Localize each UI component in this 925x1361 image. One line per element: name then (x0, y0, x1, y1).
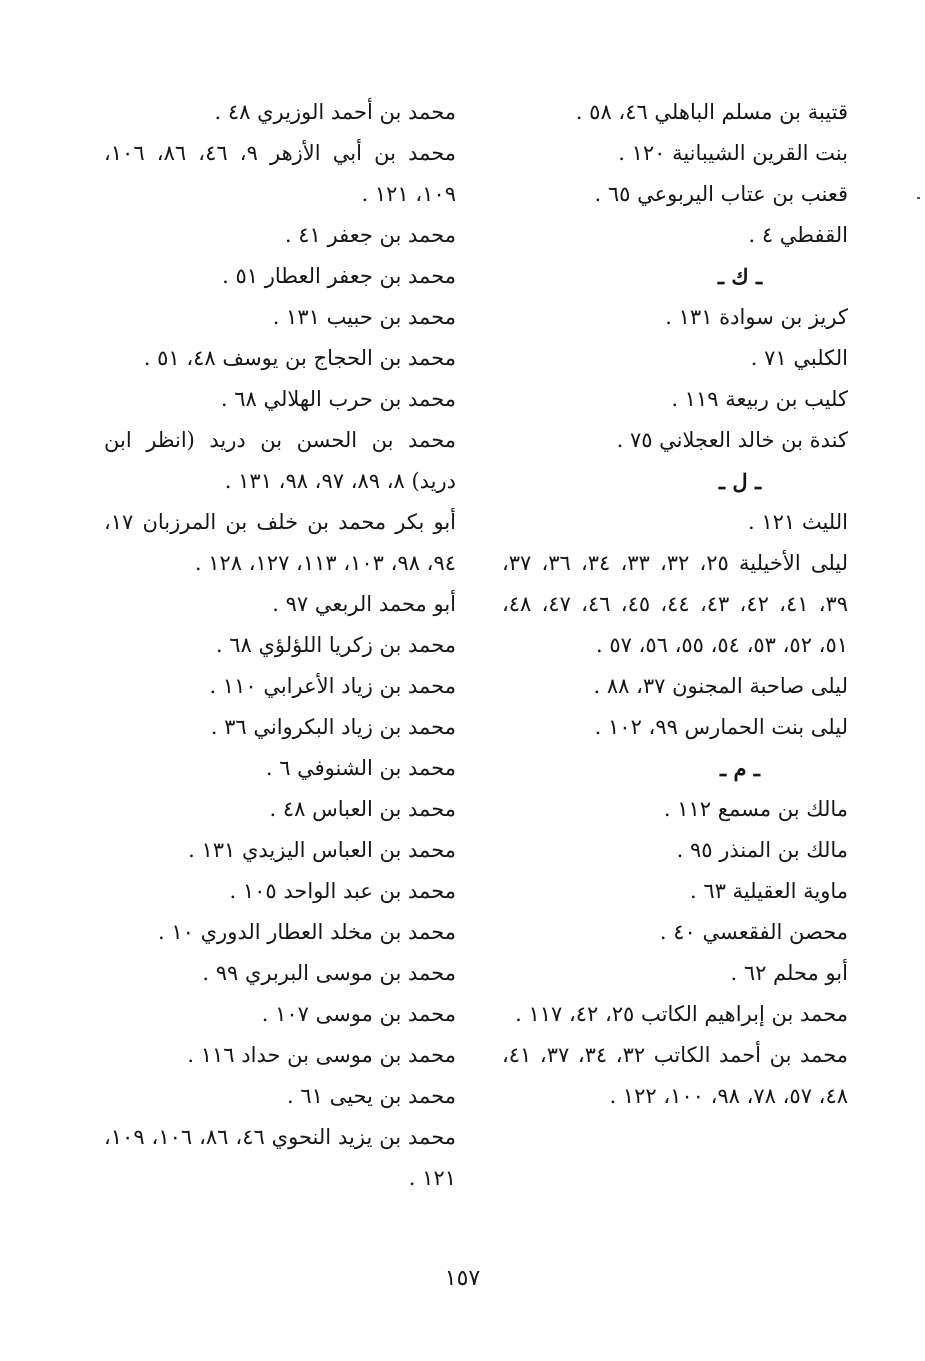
index-entry: محمد بن أبي الأزهر ٩، ٤٦، ٨٦، ١٠٦، ١٠٩، ١٢١ . (104, 141, 457, 206)
index-column-left (104, 92, 456, 1199)
index-entry: محمد بن العباس اليزيدي ١٣١ . (188, 838, 456, 862)
index-entry: محمد بن موسى ١٠٧ . (261, 1002, 456, 1026)
index-entry: محمد بن إبراهيم الكاتب ٢٥، ٤٢، ١١٧ . (515, 1002, 848, 1026)
index-entry: أبو محمد الربعي ٩٧ . (272, 592, 456, 616)
index-entry: الكلبي ٧١ . (750, 346, 848, 370)
index-entry: محمد بن أحمد الوزيري ٤٨ . (214, 100, 456, 124)
index-entry: قعنب بن عتاب اليربوعي ٦٥ . (594, 182, 848, 206)
scan-mark (917, 197, 920, 199)
index-entry: محمد بن مخلد العطار الدوري ١٠ . (158, 920, 456, 944)
index-entry: محمد بن الشنوفي ٦ . (265, 756, 456, 780)
index-entry: بنت القرين الشيبانية ١٢٠ . (618, 141, 848, 165)
index-entry: محمد بن الحجاج بن يوسف ٤٨، ٥١ . (143, 346, 456, 370)
index-entry: محمد بن جعفر العطار ٥١ . (222, 264, 456, 288)
index-entry: أبو محلم ٦٢ . (730, 961, 848, 985)
index-entry: محمد بن الحسن بن دريد (انظر ابن دريد) ٨، ٨٩، ٩٧، ٩٨، ١٣١ . (104, 428, 456, 493)
section-letter-heading: ـ ل ـ (718, 469, 762, 494)
index-entry: محمد بن موسى البربري ٩٩ . (202, 961, 456, 985)
index-entry: مالك بن مسمع ١١٢ . (663, 797, 848, 821)
index-entry: القفطي ٤ . (748, 223, 848, 247)
index-entry: قتيبة بن مسلم الباهلي ٤٦، ٥٨ . (575, 100, 848, 124)
index-column-right (502, 92, 848, 1117)
index-entry: مالك بن المنذر ٩٥ . (676, 838, 848, 862)
index-entry: محمد بن عبد الواحد ١٠٥ . (229, 879, 456, 903)
index-entry: محمد بن حبيب ١٣١ . (272, 305, 456, 329)
index-entry: ليلى بنت الحمارس ٩٩، ١٠٢ . (594, 715, 848, 739)
index-entry: ليلى الأخيلية ٢٥، ٣٢، ٣٣، ٣٤، ٣٦، ٣٧، ٣٩، ٤١، ٤٢، ٤٣، ٤٤، ٤٥، ٤٦، ٤٧، ٤٨، ٥١، ٥٢، ٥٣، ٥٤، ٥٥، ٥٦، ٥٧ . (502, 551, 849, 657)
index-entry: الليث ١٢١ . (747, 510, 848, 534)
index-entry: محصن الفقعسي ٤٠ . (659, 920, 848, 944)
index-entry: محمد بن زكريا اللؤلؤي ٦٨ . (215, 633, 456, 657)
index-entry: كليب بن ربيعة ١١٩ . (671, 387, 848, 411)
index-entry: محمد بن العباس ٤٨ . (269, 797, 456, 821)
index-entry: محمد بن زياد البكرواني ٣٦ . (210, 715, 456, 739)
index-entry: محمد بن يزيد النحوي ٤٦، ٨٦، ١٠٦، ١٠٩، ١٢١ . (104, 1125, 457, 1190)
index-entry: أبو بكر محمد بن خلف بن المرزبان ١٧، ٩٤، ٩٨، ١٠٣، ١١٣، ١٢٧، ١٢٨ . (104, 510, 456, 575)
index-entry: محمد بن يحيى ٦١ . (287, 1084, 456, 1108)
index-entry: كريز بن سوادة ١٣١ . (665, 305, 848, 329)
section-letter-heading: ـ ك ـ (717, 264, 763, 289)
index-entry: محمد بن زياد الأعرابي ١١٠ . (209, 674, 456, 698)
index-entry: ماوية العقيلية ٦٣ . (689, 879, 848, 903)
page-number: ١٥٧ (444, 1266, 481, 1291)
index-entry: كندة بن خالد العجلاني ٧٥ . (616, 428, 848, 452)
index-entry: محمد بن حرب الهلالي ٦٨ . (220, 387, 456, 411)
section-letter-heading: ـ م ـ (720, 756, 760, 781)
index-entry: محمد بن أحمد الكاتب ٣٢، ٣٤، ٣٧، ٤١، ٤٨، ٥٧، ٧٨، ٩٨، ١٠٠، ١٢٢ . (502, 1043, 848, 1108)
index-entry: محمد بن جعفر ٤١ . (284, 223, 456, 247)
index-entry: ليلى صاحبة المجنون ٣٧، ٨٨ . (593, 674, 848, 698)
index-entry: محمد بن موسى بن حداد ١١٦ . (187, 1043, 456, 1067)
